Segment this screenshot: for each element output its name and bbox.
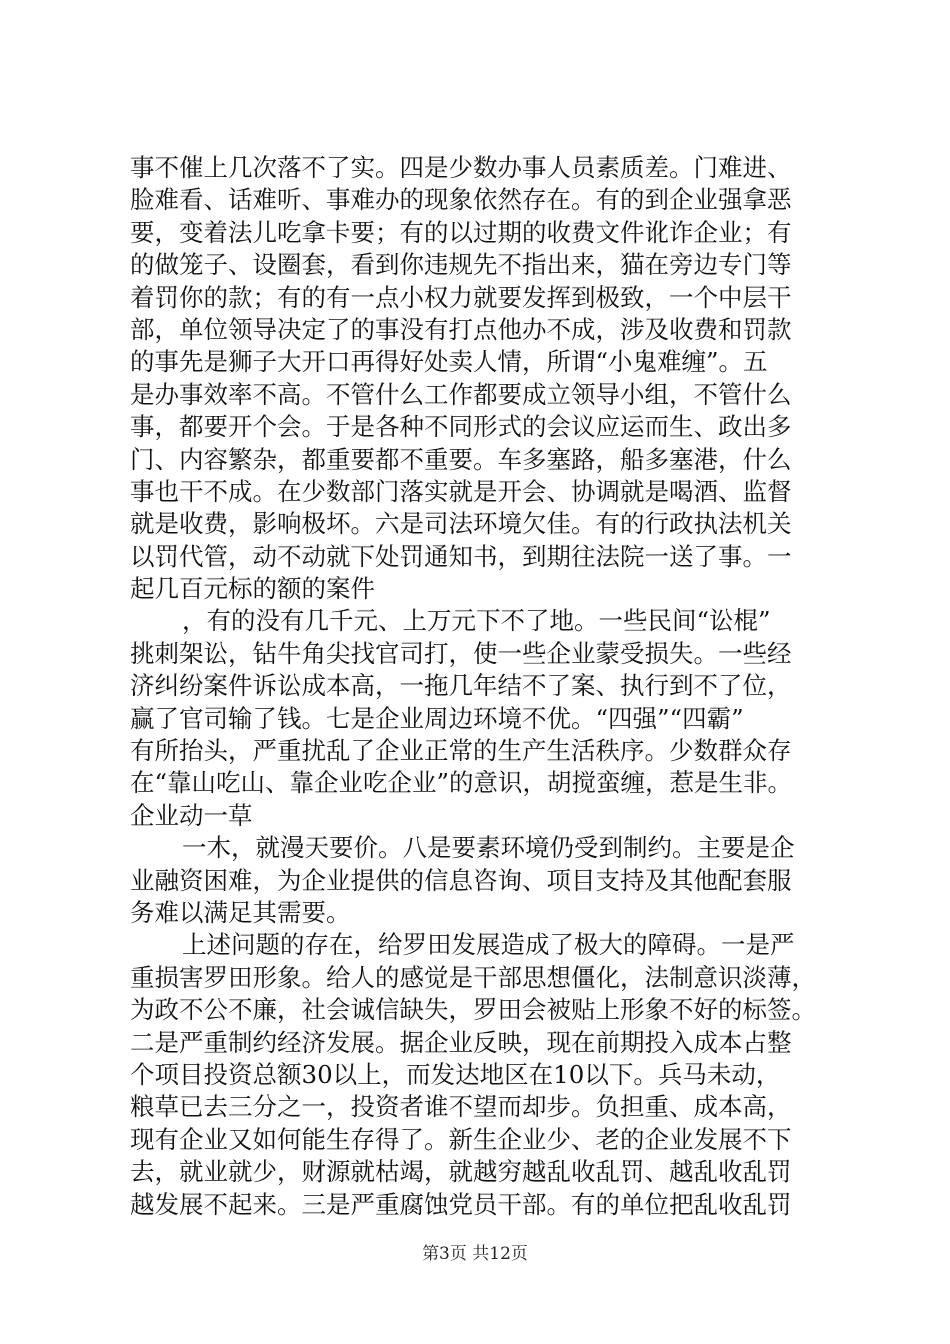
text-line: 门、内容繁杂，都重要都不重要。车多塞路，船多塞港，什么 [130,444,792,474]
text-line: 粮草已去三分之一，投资者谁不望而却步。负担重、成本高， [130,1092,792,1122]
text-line: 就是收费，影响极坏。六是司法环境欠佳。有的行政执法机关 [130,509,792,539]
text-line: 的事先是狮子大开口再得好处卖人情，所谓“小鬼难缠”。五 [130,347,768,377]
text-line: 要，变着法儿吃拿卡要；有的以过期的收费文件讹诈企业；有 [130,217,792,247]
text-line: 赢了官司输了钱。七是企业周边环境不优。“四强”“四霸” [130,703,744,733]
body-text [130,152,830,1221]
text-line: 着罚你的款；有的有一点小权力就要发挥到极致，一个中层干 [130,282,792,312]
text-line: ，有的没有几千元、上万元下不了地。一些民间“讼棍” [182,606,771,636]
text-line: 业融资困难，为企业提供的信息咨询、项目支持及其他配套服 [130,865,792,895]
text-line: 济纠纷案件诉讼成本高，一拖几年结不了案、执行到不了位， [130,671,792,701]
text-line: 重损害罗田形象。给人的感觉是干部思想僵化，法制意识淡薄， [130,962,816,992]
text-line: 在“靠山吃山、靠企业吃企业”的意识，胡搅蛮缠，惹是生非。 [130,768,793,798]
text-line: 脸难看、话难听、事难办的现象依然存在。有的到企业强拿恶 [130,185,792,215]
text-line: 务难以满足其需要。 [130,897,351,927]
text-line: 事也干不成。在少数部门落实就是开会、协调就是喝酒、监督 [130,476,792,506]
text-line: 企业动一草 [130,800,253,830]
text-line: 一木，就漫天要价。八是要素环境仍受到制约。主要是企 [182,833,795,863]
page-footer: 第3页 共12页 [422,1244,528,1264]
text-line: 是办事效率不高。不管什么工作都要成立领导小组，不管什么 [130,379,792,409]
text-line: 事，都要开个会。于是各种不同形式的会议应运而生、政出多 [130,412,792,442]
text-line: 部，单位领导决定了的事没有打点他办不成，涉及收费和罚款 [130,314,792,344]
text-line: 有所抬头，严重扰乱了企业正常的生产生活秩序。少数群众存 [130,736,792,766]
text-line: 为政不公不廉，社会诚信缺失，罗田会被贴上形象不好的标签。 [130,995,816,1025]
text-line: 挑刺架讼，钻牛角尖找官司打，使一些企业蒙受损失。一些经 [130,638,792,668]
text-line: 起几百元标的额的案件 [130,574,375,604]
text-line: 事不催上几次落不了实。四是少数办事人员素质差。门难进、 [130,153,792,182]
text-line: 的做笼子、设圈套，看到你违规先不指出来，猫在旁边专门等 [130,250,792,280]
text-line: 现有企业又如何能生存得了。新生企业少、老的企业发展不下 [130,1124,792,1154]
text-line: 上述问题的存在，给罗田发展造成了极大的障碍。一是严 [182,930,795,960]
text-line: 个项目投资总额30以上，而发达地区在10以下。兵马未动， [130,1059,781,1089]
text-line: 去，就业就少，财源就枯竭，就越穷越乱收乱罚、越乱收乱罚 [130,1157,792,1187]
text-line: 以罚代管，动不动就下处罚通知书，到期往法院一送了事。一 [130,541,792,571]
text-line: 越发展不起来。三是严重腐蚀党员干部。有的单位把乱收乱罚 [130,1189,792,1219]
text-line: 二是严重制约经济发展。据企业反映，现在前期投入成本占整 [130,1027,792,1057]
